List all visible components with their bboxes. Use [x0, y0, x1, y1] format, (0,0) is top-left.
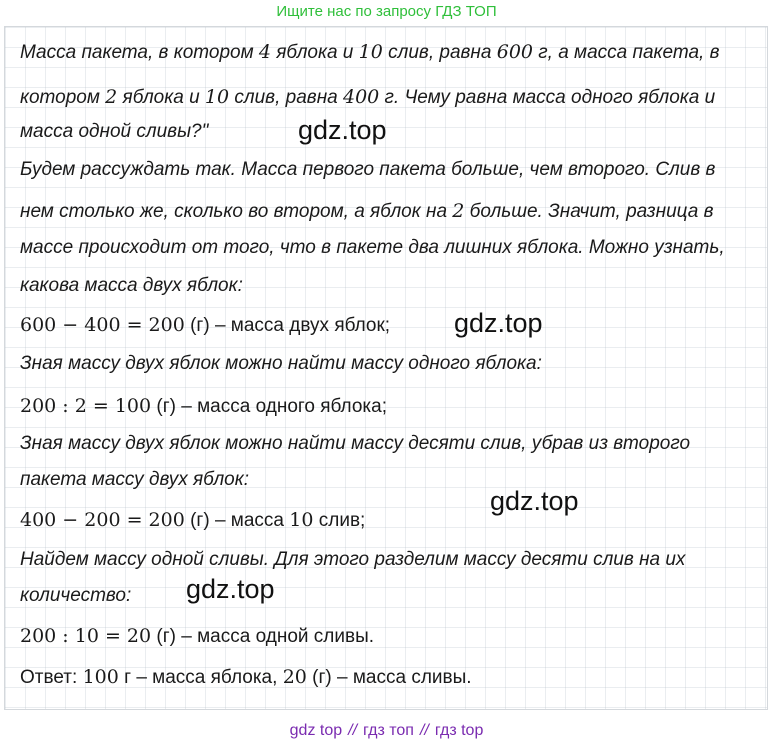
number: 400 — [343, 86, 380, 108]
text: слив, равна — [382, 42, 497, 63]
number: 4 — [258, 41, 271, 63]
reasoning-line-4: какова масса двух яблок: — [20, 275, 243, 296]
text: (г) – масса сливы. — [306, 667, 472, 688]
footer-link[interactable]: гдз top — [434, 722, 484, 739]
reasoning-line-2 — [20, 199, 714, 224]
step-3 — [20, 508, 365, 533]
watermark: gdz.top — [490, 486, 579, 516]
footer — [0, 719, 773, 743]
separator: // — [419, 722, 429, 739]
watermark: gdz.top — [298, 115, 387, 145]
text: слив, равна — [229, 87, 343, 108]
text: яблока и — [271, 42, 359, 63]
answer-line — [20, 665, 472, 690]
number: 2 — [452, 200, 465, 222]
equation: 200 : 2 = 100 — [20, 395, 152, 417]
equation: 600 − 400 = 200 — [20, 314, 185, 336]
watermark: gdz.top — [186, 574, 275, 604]
number: 20 — [282, 666, 307, 688]
number: 10 — [289, 509, 314, 531]
number: 600 — [496, 41, 533, 63]
text: больше. Значит, разница в — [464, 201, 714, 222]
note-4-line-1: Найдем массу одной сливы. Для этого разделим массу десяти слив на их — [20, 549, 686, 570]
equation: 400 − 200 = 200 — [20, 509, 185, 531]
text: Ответ: — [20, 667, 83, 688]
note-2: Зная массу двух яблок можно найти массу одного яблока: — [20, 353, 542, 374]
text: Масса пакета, в котором — [20, 42, 259, 63]
watermark: gdz.top — [454, 308, 543, 338]
step-2 — [20, 394, 387, 419]
problem-line-3: масса одной сливы?" — [20, 121, 209, 142]
unit: (г) — [184, 510, 210, 531]
text: – масса двух яблок; — [209, 315, 391, 336]
unit: (г) — [151, 396, 176, 417]
equation: 200 : 10 = 20 — [20, 625, 152, 647]
text: г – масса яблока, — [118, 667, 283, 688]
separator: // — [348, 722, 358, 739]
step-1 — [20, 313, 390, 338]
problem-line-2 — [20, 85, 715, 110]
note-4-line-2: количество: — [20, 585, 132, 606]
text: котором — [20, 87, 106, 108]
top-banner: Ищите нас по запросу ГДЗ ТОП — [276, 3, 497, 20]
number: 100 — [82, 666, 119, 688]
text: нем столько же, сколько во втором, а яблок на — [20, 201, 453, 222]
note-3-line-2: пакета массу двух яблок: — [20, 469, 249, 490]
number: 10 — [204, 86, 230, 108]
text: яблока и — [117, 87, 205, 108]
unit: (г) — [184, 315, 210, 336]
text: – масса одной сливы. — [175, 626, 374, 647]
text: слив; — [313, 510, 366, 531]
number: 10 — [358, 41, 383, 63]
text: г, а масса пакета, в — [533, 42, 720, 63]
text: – масса одного яблока; — [175, 396, 387, 417]
reasoning-line-3: массе происходит от того, что в пакете два лишних яблока. Можно узнать, — [20, 237, 725, 258]
footer-link[interactable]: gdz top — [289, 722, 343, 739]
note-3-line-1: Зная массу двух яблок можно найти массу десяти слив, убрав из второго — [20, 433, 691, 454]
step-4 — [20, 624, 374, 649]
number: 2 — [105, 86, 118, 108]
problem-line-1 — [20, 40, 720, 65]
reasoning-line-1: Будем рассуждать так. Масса первого пакета больше, чем второго. Слив в — [20, 159, 716, 180]
text: – масса — [209, 510, 290, 531]
text: г. Чему равна масса одного яблока и — [379, 87, 716, 108]
footer-link[interactable]: гдз топ — [363, 722, 414, 739]
unit: (г) — [151, 626, 176, 647]
